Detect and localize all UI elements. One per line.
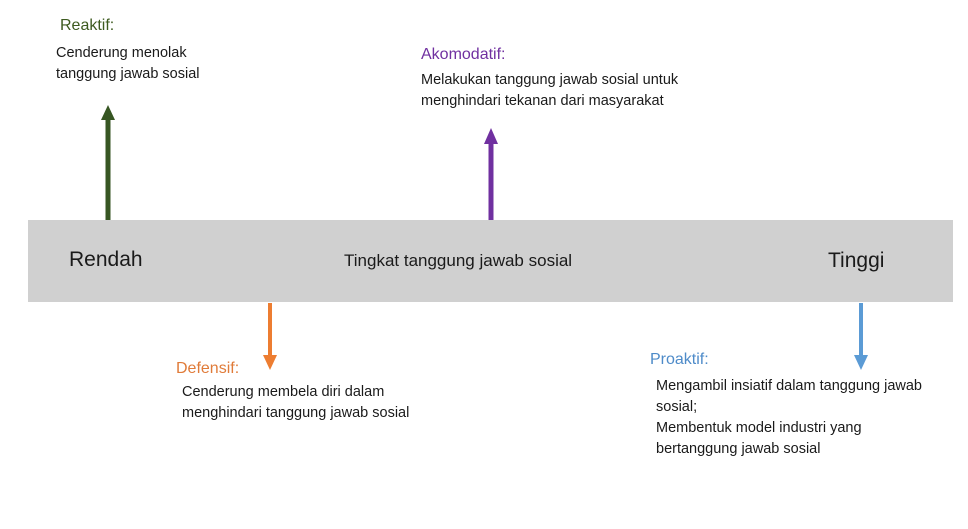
akomodatif-description-line: Melakukan tanggung jawab sosial untuk <box>421 72 679 88</box>
akomodatif-title: Akomodatif: <box>421 46 506 63</box>
reaktif-description <box>56 43 200 85</box>
proaktif-description-line: Membentuk model industri yang <box>656 420 862 436</box>
scale-title: Tingkat tanggung jawab sosial <box>344 251 573 270</box>
proaktif-title: Proaktif: <box>650 351 709 368</box>
akomodatif-description-line: menghindari tekanan dari masyarakat <box>421 93 664 109</box>
defensif-arrow <box>263 303 277 370</box>
defensif-description-line: Cenderung membela diri dalam <box>182 384 385 400</box>
reaktif-title: Reaktif: <box>60 17 115 34</box>
akomodatif-arrow <box>484 128 498 220</box>
reaktif-arrow <box>101 105 115 220</box>
defensif-description-line: menghindari tanggung jawab sosial <box>182 405 410 421</box>
defensif-description <box>182 382 409 424</box>
defensif-title: Defensif: <box>176 360 240 377</box>
scale-low-label: Rendah <box>69 248 143 271</box>
reaktif-description-line: tanggung jawab sosial <box>56 66 200 82</box>
proaktif-description-line: sosial; <box>656 399 698 415</box>
akomodatif-description <box>421 70 678 112</box>
reaktif-description-line: Cenderung menolak <box>56 45 187 61</box>
proaktif-description-line: Mengambil insiatif dalam tanggung jawab <box>656 378 922 394</box>
proaktif-description <box>656 376 922 460</box>
proaktif-arrow <box>854 303 868 370</box>
scale-high-label: Tinggi <box>828 249 885 272</box>
proaktif-description-line: bertanggung jawab sosial <box>656 441 821 457</box>
